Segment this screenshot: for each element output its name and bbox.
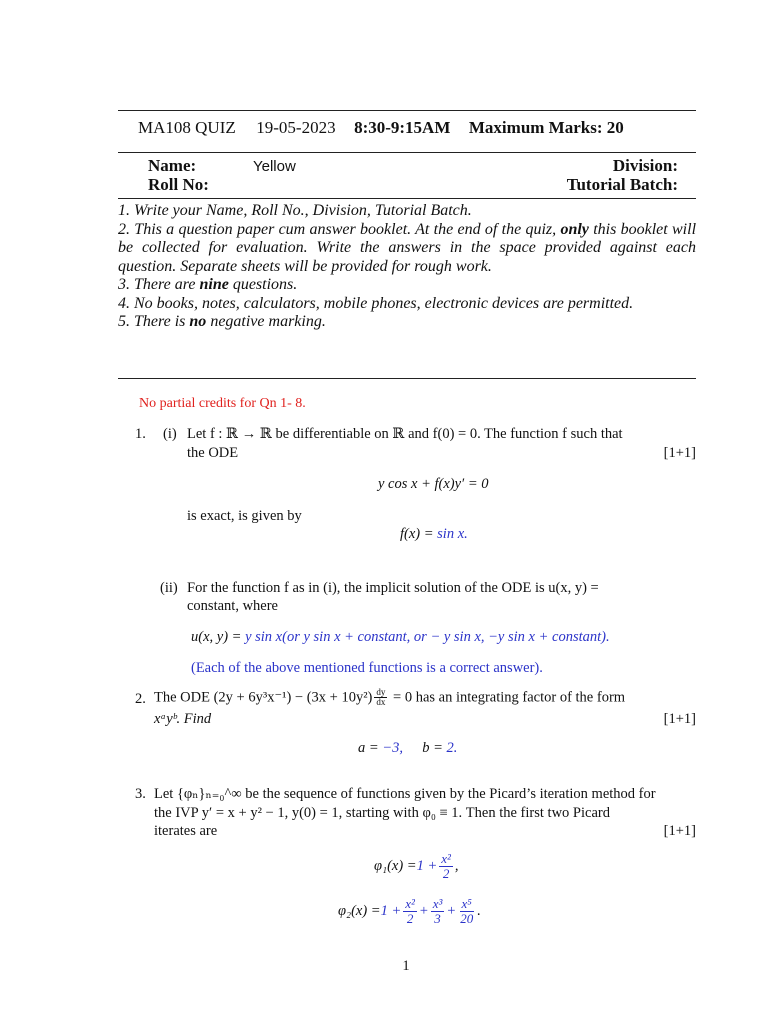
q3-text-b: the IVP y′ = x + y² − 1, y(0) = 1, starting with φ₀ ≡ 1. Then the first two Picard — [154, 805, 610, 821]
q3-phi2-fraction-1: $\frac{\text{x²}}{2}$ — [405, 896, 415, 926]
division-label: Division: — [612, 156, 678, 175]
q1-part1-text-a: Let f : ℝ → ℝ be differentiable on ℝ and f(0) = 0. The function f such that — [187, 426, 623, 442]
max-marks: Maximum Marks: 20 — [468, 118, 624, 137]
header-line — [138, 118, 624, 138]
q1-part1-text-b: the ODE — [187, 445, 239, 461]
instruction-1: 1. Write your Name, Roll No., Division, Tutorial Batch. — [118, 202, 472, 219]
q1-answer-value: sin x. — [437, 526, 468, 542]
name-label: Name: — [148, 156, 197, 175]
header-rule — [118, 152, 696, 153]
instructions — [118, 202, 696, 332]
q2-text-c: xᵃyᵇ. Find — [154, 711, 212, 727]
instruction-3: 3. There are nine questions. — [118, 276, 298, 293]
q3-phi1-fraction: $\frac{\text{x²}}{2}$ — [441, 851, 451, 881]
name-value: Yellow — [253, 158, 296, 175]
q1-part1-label: (i) — [163, 426, 177, 442]
q1-part2-text-a: For the function f as in (i), the implicit solution of the ODE is u(x, y) = — [187, 580, 599, 596]
instruction-4: 4. No books, notes, calculators, mobile phones, electronic devices are permitted. — [118, 294, 634, 312]
q1-answer: f(x) = sin x. — [400, 526, 468, 542]
q2-text-a: The ODE (2y + 6y³x⁻¹) − (3x + 10y²) $\frac{dy}{dx}$ = 0 has an integrating factor of the form — [154, 687, 626, 708]
q1-part2-text-b: constant, where — [187, 598, 278, 614]
q3-phi2: φ₂(x) = 1 + $\frac{\text{x²}}{2}$ + $\frac{\text{x³}}{3}$ + $\frac{\text{x⁵}}{20}$ . — [338, 896, 481, 926]
q1-u-equation: u(x, y) = y sin x(or y sin x + constant, or − y sin x, −y sin x + constant). — [191, 629, 610, 645]
page-number: 1 — [402, 958, 410, 974]
q2-dydx-fraction: $\frac{dy}{dx}$ — [376, 687, 386, 708]
course-code: MA108 QUIZ — [138, 118, 236, 137]
q3-number: 3. — [135, 786, 146, 802]
instruction-5: 5. There is no negative marking. — [118, 313, 326, 330]
batch-label: Tutorial Batch: — [566, 175, 678, 194]
q2-number: 2. — [135, 691, 146, 707]
q3-marks: [1+1] — [663, 823, 696, 839]
q2-marks: [1+1] — [663, 711, 696, 727]
q3-phi2-fraction-2: $\frac{\text{x³}}{3}$ — [432, 896, 443, 926]
quiz-date: 19-05-2023 — [256, 118, 336, 137]
q3-phi2-fraction-3: $\frac{\text{x⁵}}{20}$ — [460, 896, 474, 926]
q3-text-c: iterates are — [154, 823, 218, 839]
top-rule — [118, 110, 696, 111]
q1-part2-label: (ii) — [160, 580, 178, 596]
partial-credit-note: No partial credits for Qn 1- 8. — [139, 396, 306, 411]
q2-answer: a = −3, b = 2. — [358, 740, 458, 756]
roll-label: Roll No: — [148, 175, 209, 194]
q1-ode-equation: y cos x + f(x)y′ = 0 — [378, 476, 489, 492]
fields-rule — [118, 198, 696, 199]
q3-phi1: φ₁(x) = 1 + $\frac{\text{x²}}{2}$ , — [374, 851, 459, 881]
instructions-rule — [118, 378, 696, 379]
q2-a-value: −3, — [382, 740, 403, 756]
q3-text-a: Let {φₙ}ₙ₌₀^∞ be the sequence of functions given by the Picard’s iteration method for — [154, 786, 656, 802]
q1-u-answer: y sin x(or y sin x + constant, or − y sin x, −y sin x + constant). — [245, 629, 610, 645]
q1-u-note: (Each of the above mentioned functions is a correct answer). — [191, 660, 543, 676]
instruction-2: 2. This a question paper cum answer booklet. At the end of the quiz, only this booklet will be collected for evaluation. Write the answers in the space provided against each question. Separate sheets will be provided for rough work. — [118, 220, 697, 275]
q1-exact-text: is exact, is given by — [187, 508, 302, 524]
q2-b-value: 2. — [446, 740, 458, 756]
q1-marks: [1+1] — [663, 445, 696, 461]
quiz-time: 8:30-9:15AM — [354, 118, 451, 137]
q1-number: 1. — [135, 426, 146, 442]
